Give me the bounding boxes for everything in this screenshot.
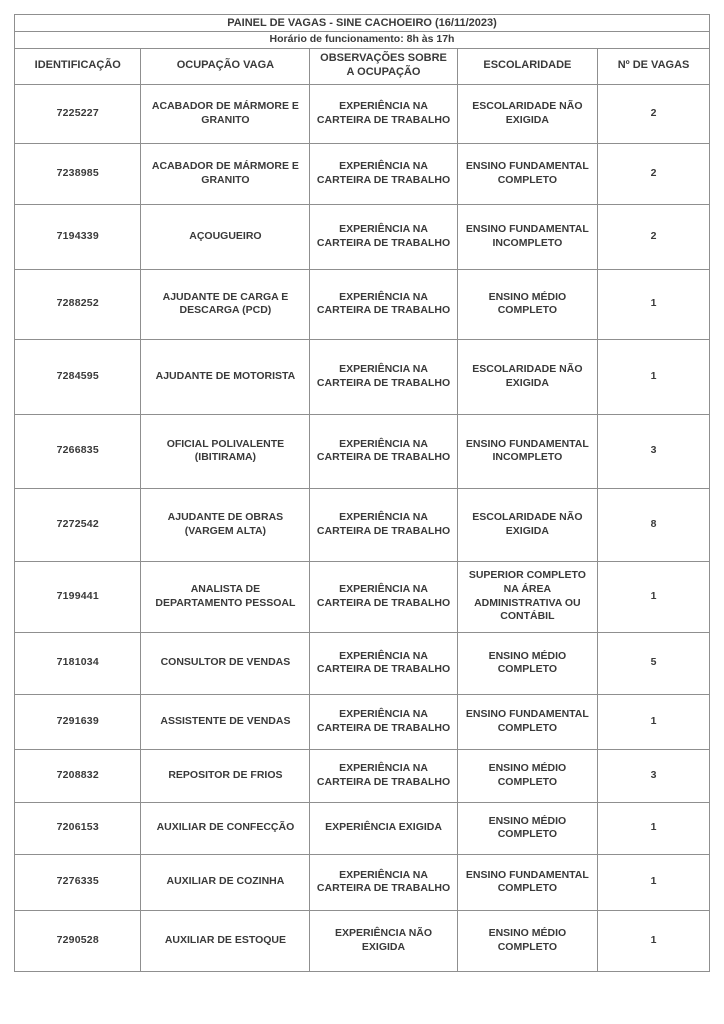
cell-n-de-vagas: 5 [598,632,710,694]
cell-ocupacao-vaga: ANALISTA DE DEPARTAMENTO PESSOAL [141,561,310,632]
cell-identificacao: 7272542 [15,488,141,561]
cell-observacoes: EXPERIÊNCIA NA CARTEIRA DE TRABALHO [310,632,457,694]
cell-identificacao: 7290528 [15,910,141,971]
cell-n-de-vagas: 1 [598,854,710,910]
table-row [15,802,710,854]
table-row [15,632,710,694]
table-row [15,561,710,632]
cell-ocupacao-vaga: REPOSITOR DE FRIOS [141,749,310,802]
table-title: PAINEL DE VAGAS - SINE CACHOEIRO (16/11/2023) [15,15,710,32]
cell-ocupacao-vaga: AUXILIAR DE COZINHA [141,854,310,910]
cell-observacoes: EXPERIÊNCIA NA CARTEIRA DE TRABALHO [310,488,457,561]
cell-observacoes: EXPERIÊNCIA NA CARTEIRA DE TRABALHO [310,561,457,632]
column-header-identificacao: IDENTIFICAÇÃO [15,48,141,84]
cell-observacoes: EXPERIÊNCIA NA CARTEIRA DE TRABALHO [310,84,457,143]
cell-identificacao: 7194339 [15,204,141,269]
cell-observacoes: EXPERIÊNCIA NA CARTEIRA DE TRABALHO [310,204,457,269]
table-row [15,854,710,910]
cell-identificacao: 7181034 [15,632,141,694]
cell-ocupacao-vaga: CONSULTOR DE VENDAS [141,632,310,694]
cell-identificacao: 7276335 [15,854,141,910]
cell-escolaridade: ENSINO MÉDIO COMPLETO [457,910,597,971]
cell-escolaridade: ENSINO MÉDIO COMPLETO [457,802,597,854]
column-header-n-de-vagas: Nº DE VAGAS [598,48,710,84]
vacancies-table [14,14,710,972]
cell-identificacao: 7266835 [15,414,141,488]
column-header-observacoes: OBSERVAÇÕES SOBRE A OCUPAÇÃO [310,48,457,84]
cell-observacoes: EXPERIÊNCIA NA CARTEIRA DE TRABALHO [310,143,457,204]
cell-n-de-vagas: 3 [598,749,710,802]
table-row [15,84,710,143]
cell-ocupacao-vaga: AJUDANTE DE CARGA E DESCARGA (PCD) [141,269,310,339]
cell-observacoes: EXPERIÊNCIA NA CARTEIRA DE TRABALHO [310,269,457,339]
cell-n-de-vagas: 8 [598,488,710,561]
table-row [15,488,710,561]
cell-identificacao: 7199441 [15,561,141,632]
cell-n-de-vagas: 1 [598,561,710,632]
cell-ocupacao-vaga: ASSISTENTE DE VENDAS [141,694,310,749]
cell-escolaridade: ENSINO FUNDAMENTAL COMPLETO [457,143,597,204]
table-row [15,269,710,339]
cell-identificacao: 7238985 [15,143,141,204]
title-row [15,15,710,32]
cell-n-de-vagas: 1 [598,339,710,414]
cell-observacoes: EXPERIÊNCIA NA CARTEIRA DE TRABALHO [310,749,457,802]
subtitle-row [15,32,710,49]
table-row [15,694,710,749]
table-row [15,143,710,204]
cell-ocupacao-vaga: AUXILIAR DE CONFECÇÃO [141,802,310,854]
table-row [15,414,710,488]
cell-n-de-vagas: 2 [598,84,710,143]
table-row [15,910,710,971]
cell-ocupacao-vaga: AUXILIAR DE ESTOQUE [141,910,310,971]
cell-escolaridade: ENSINO FUNDAMENTAL COMPLETO [457,854,597,910]
cell-identificacao: 7288252 [15,269,141,339]
column-header-escolaridade: ESCOLARIDADE [457,48,597,84]
cell-ocupacao-vaga: AÇOUGUEIRO [141,204,310,269]
cell-identificacao: 7284595 [15,339,141,414]
cell-observacoes: EXPERIÊNCIA NA CARTEIRA DE TRABALHO [310,414,457,488]
cell-observacoes: EXPERIÊNCIA NA CARTEIRA DE TRABALHO [310,694,457,749]
cell-escolaridade: ENSINO MÉDIO COMPLETO [457,632,597,694]
cell-observacoes: EXPERIÊNCIA EXIGIDA [310,802,457,854]
cell-identificacao: 7291639 [15,694,141,749]
cell-observacoes: EXPERIÊNCIA NA CARTEIRA DE TRABALHO [310,339,457,414]
cell-ocupacao-vaga: AJUDANTE DE OBRAS (VARGEM ALTA) [141,488,310,561]
cell-n-de-vagas: 1 [598,802,710,854]
cell-escolaridade: ENSINO MÉDIO COMPLETO [457,749,597,802]
cell-escolaridade: ENSINO FUNDAMENTAL INCOMPLETO [457,414,597,488]
cell-escolaridade: ESCOLARIDADE NÃO EXIGIDA [457,339,597,414]
cell-escolaridade: ENSINO FUNDAMENTAL COMPLETO [457,694,597,749]
cell-identificacao: 7206153 [15,802,141,854]
table-body [15,84,710,971]
cell-n-de-vagas: 1 [598,910,710,971]
cell-escolaridade: ENSINO FUNDAMENTAL INCOMPLETO [457,204,597,269]
cell-n-de-vagas: 1 [598,694,710,749]
table-subtitle: Horário de funcionamento: 8h às 17h [15,32,710,49]
cell-identificacao: 7225227 [15,84,141,143]
cell-escolaridade: ESCOLARIDADE NÃO EXIGIDA [457,488,597,561]
cell-ocupacao-vaga: ACABADOR DE MÁRMORE E GRANITO [141,84,310,143]
table-row [15,204,710,269]
cell-n-de-vagas: 3 [598,414,710,488]
table-row [15,749,710,802]
table-row [15,339,710,414]
cell-observacoes: EXPERIÊNCIA NA CARTEIRA DE TRABALHO [310,854,457,910]
table-header-row [15,48,710,84]
cell-ocupacao-vaga: ACABADOR DE MÁRMORE E GRANITO [141,143,310,204]
cell-escolaridade: ESCOLARIDADE NÃO EXIGIDA [457,84,597,143]
cell-n-de-vagas: 2 [598,143,710,204]
cell-n-de-vagas: 1 [598,269,710,339]
column-header-ocupacao-vaga: OCUPAÇÃO VAGA [141,48,310,84]
cell-escolaridade: ENSINO MÉDIO COMPLETO [457,269,597,339]
cell-observacoes: EXPERIÊNCIA NÃO EXIGIDA [310,910,457,971]
cell-ocupacao-vaga: AJUDANTE DE MOTORISTA [141,339,310,414]
cell-ocupacao-vaga: OFICIAL POLIVALENTE (IBITIRAMA) [141,414,310,488]
cell-n-de-vagas: 2 [598,204,710,269]
cell-escolaridade: SUPERIOR COMPLETO NA ÁREA ADMINISTRATIVA OU CONTÁBIL [457,561,597,632]
cell-identificacao: 7208832 [15,749,141,802]
